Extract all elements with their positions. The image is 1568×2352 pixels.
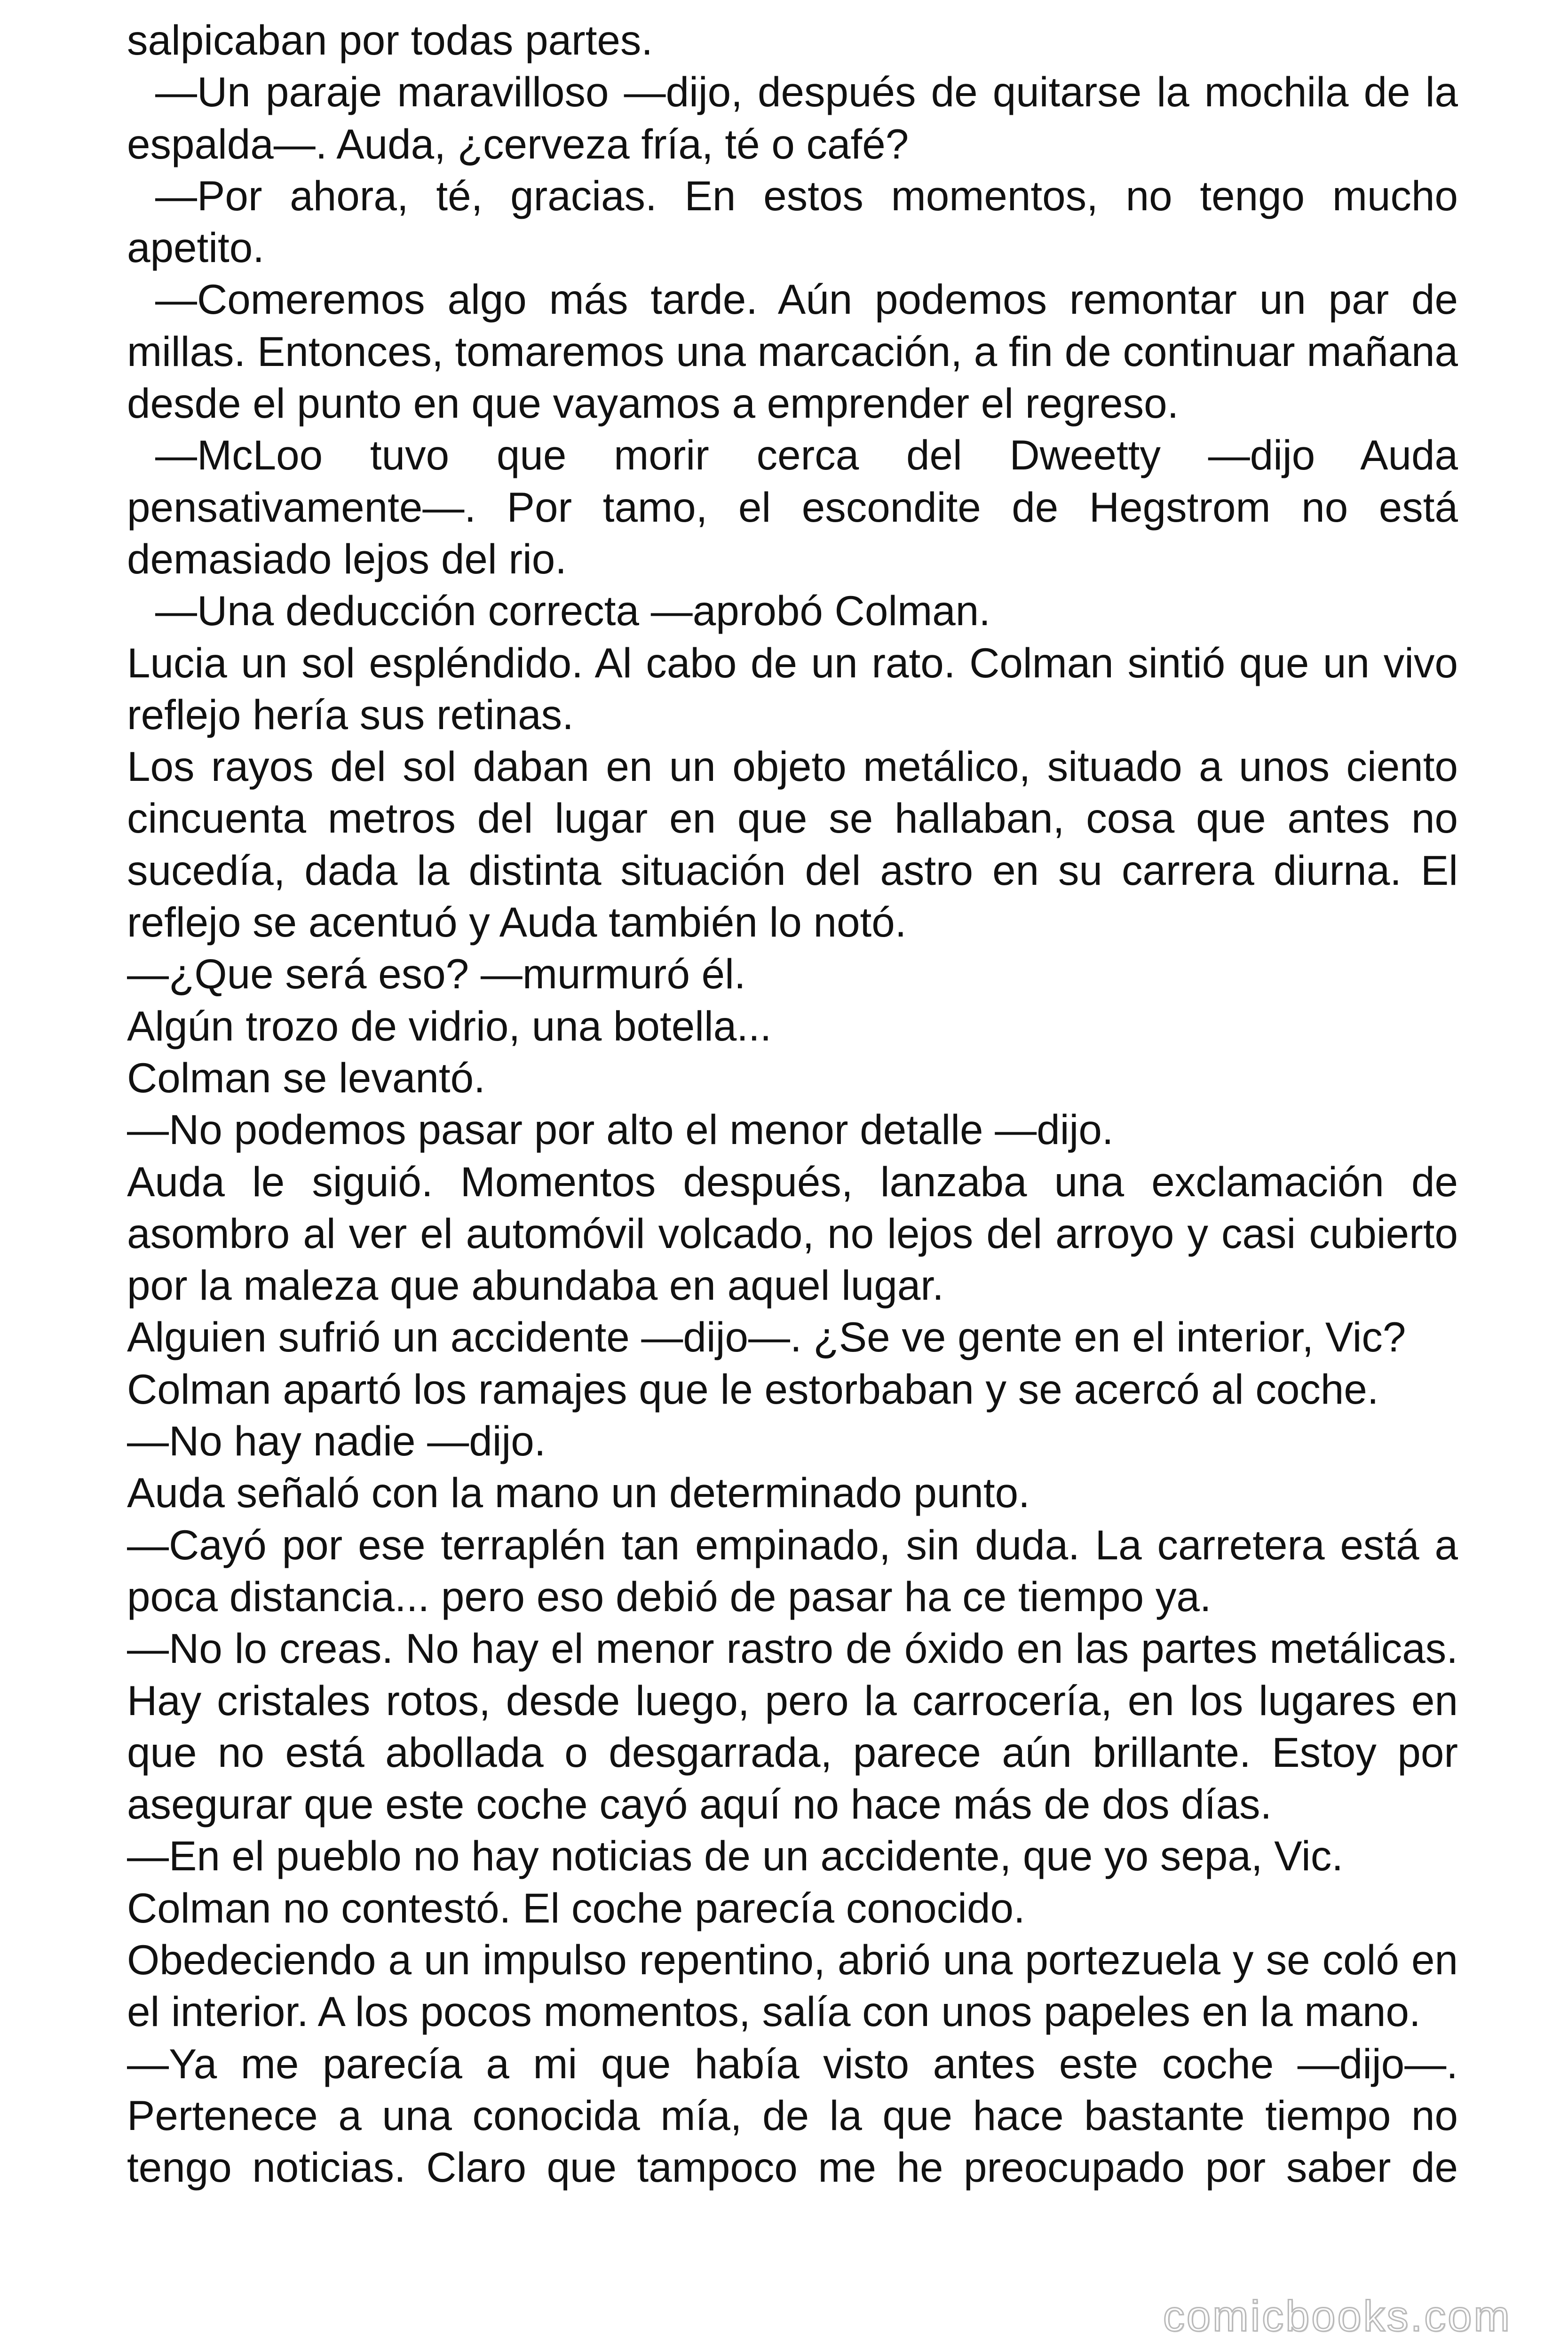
paragraph: Colman apartó los ramajes que le estorbaban y se acercó al coche. xyxy=(127,1365,1379,1413)
paragraph: —Comeremos algo más tarde. Aún podemos remontar un par de millas. Entonces, tomaremos una marcación, a fin de continuar mañana desde el punto en que vayamos a emprender el regreso. xyxy=(127,276,1458,427)
paragraph: Obedeciendo a un impulso repentino, abrió una portezuela y se coló en el interior. A los pocos momentos, salía con unos papeles en la mano. xyxy=(127,1936,1458,2035)
paragraph: —Cayó por ese terraplén tan empinado, sin duda. La carretera está a poca distancia... pero eso debió de pasar ha ce tiempo ya. xyxy=(127,1521,1458,1620)
paragraph: —No podemos pasar por alto el menor detalle —dijo. xyxy=(127,1106,1114,1153)
paragraph: Auda le siguió. Momentos después, lanzaba una exclamación de asombro al ver el automóvil volcado, no lejos del arroyo y casi cubierto por la maleza que abundaba en aquel lugar. xyxy=(127,1158,1458,1309)
paragraph: —Un paraje maravilloso —dijo, después de quitarse la mochila de la espalda—. Auda, ¿cerveza fría, té o café? xyxy=(127,68,1458,167)
paragraph: Los rayos del sol daban en un objeto metálico, situado a unos ciento cincuenta metros del lugar en que se hallaban, cosa que antes no sucedía, dada la distinta situación del astro en su carrera diurna. El reflejo se acentuó y Auda también lo notó. xyxy=(127,743,1458,946)
paragraph: —No lo creas. No hay el menor rastro de óxido en las partes metálicas. Hay cristales rotos, desde luego, pero la carrocería, en los lugares en que no está abollada o desgarrada, parece aún brillante. Estoy por asegurar que este coche cayó aquí no hace más de dos días. xyxy=(127,1625,1458,1828)
paragraph: salpicaban por todas partes. xyxy=(127,16,653,64)
paragraph: Algún trozo de vidrio, una botella... xyxy=(127,1002,772,1049)
watermark: comicbooks.com xyxy=(1163,2292,1512,2340)
paragraph: —No hay nadie —dijo. xyxy=(127,1417,546,1465)
document-page xyxy=(127,14,1458,2193)
paragraph: Colman se levantó. xyxy=(127,1054,485,1101)
paragraph: Colman no contestó. El coche parecía conocido. xyxy=(127,1884,1025,1931)
paragraph: —En el pueblo no hay noticias de un accidente, que yo sepa, Vic. xyxy=(127,1832,1344,1880)
paragraph: —¿Que será eso? —murmuró él. xyxy=(127,950,746,998)
paragraph: Alguien sufrió un accidente —dijo—. ¿Se ve gente en el interior, Vic? xyxy=(127,1313,1406,1361)
paragraph: —Ya me parecía a mi que había visto antes este coche —dijo—. Pertenece a una conocida mía, de la que hace bastante tiempo no tengo noticias. Claro que tampoco me he preocupado por saber de xyxy=(127,2040,1458,2191)
paragraph: Auda señaló con la mano un determinado punto. xyxy=(127,1469,1030,1517)
paragraph: —McLoo tuvo que morir cerca del Dweetty —dijo Auda pensativamente—. Por tamo, el escondite de Hegstrom no está demasiado lejos del rio. xyxy=(127,431,1458,582)
paragraph: —Por ahora, té, gracias. En estos momentos, no tengo mucho apetito. xyxy=(127,172,1458,271)
paragraph: —Una deducción correcta —aprobó Colman. xyxy=(155,587,990,635)
paragraph: Lucia un sol espléndido. Al cabo de un rato. Colman sintió que un vivo reflejo hería sus retinas. xyxy=(127,639,1458,738)
